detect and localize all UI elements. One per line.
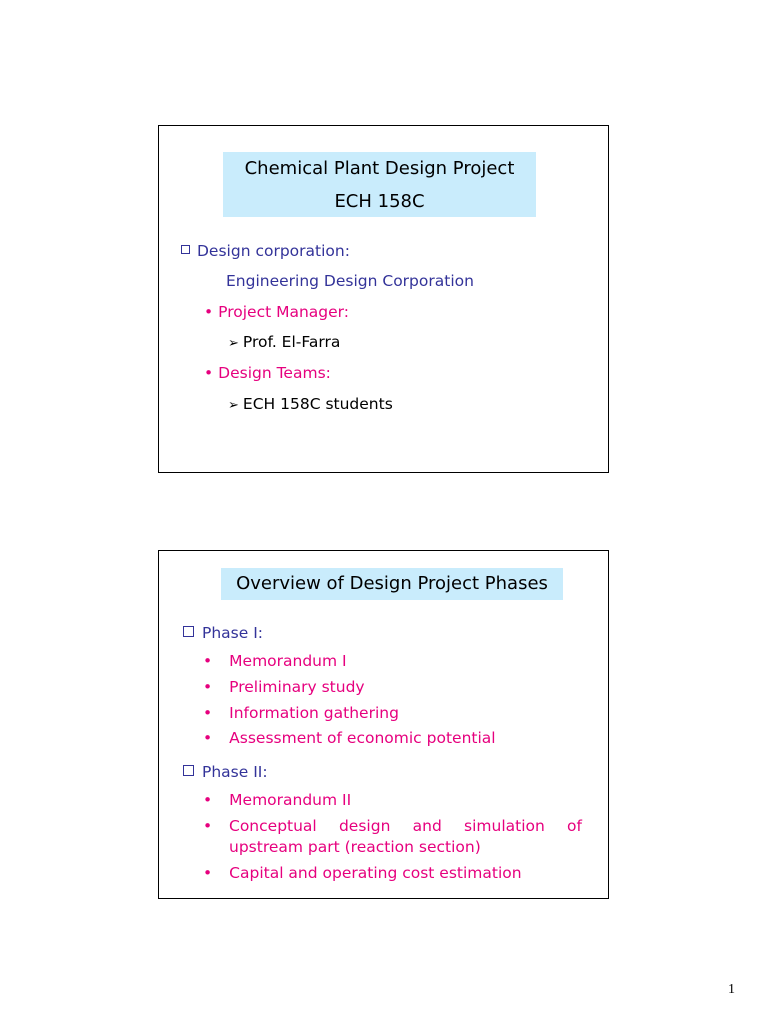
page-number: 1 (728, 982, 735, 997)
bullet-dot-icon: • (203, 791, 213, 809)
corp-label-row (181, 241, 350, 261)
phase-1-item: • Preliminary study (203, 678, 365, 696)
corp-label: Design corporation: (197, 242, 350, 260)
bullet-dot-icon: • (203, 864, 213, 882)
phase-2-item: • Memorandum II (203, 791, 352, 809)
phase-1-item: • Information gathering (203, 704, 399, 722)
pm-label-row (204, 302, 349, 322)
pm-name: Prof. El-Farra (242, 333, 341, 351)
phase-2-item-line-2: upstream part (reaction section) (229, 838, 481, 856)
phase-2-label: Phase II: (202, 763, 268, 781)
teams-name-row (228, 394, 393, 416)
bullet-dot-icon: • (203, 729, 213, 747)
pm-name-row (228, 332, 340, 354)
phase-1-label: Phase I: (202, 624, 264, 642)
corp-name: Engineering Design Corporation (226, 272, 474, 290)
slide-2-title-box (221, 568, 563, 600)
phase-2-item-bullet (203, 816, 217, 836)
square-bullet-icon (181, 245, 190, 254)
arrow-bullet-icon: ➢ (228, 336, 239, 351)
bullet-dot-icon: • (204, 364, 214, 382)
bullet-dot-icon: • (204, 303, 214, 321)
phase-1-item: • Assessment of economic potential (203, 729, 496, 747)
slide-1-title-line-2: ECH 158C (334, 191, 425, 212)
bullet-dot-icon: • (203, 704, 213, 722)
phase-2-item-line-1: Conceptual design and simulation of (229, 817, 582, 835)
teams-label-row (204, 363, 331, 383)
arrow-bullet-icon: ➢ (228, 398, 239, 413)
bullet-dot-icon: • (203, 652, 213, 670)
bullet-dot-icon: • (203, 678, 213, 696)
phase-1-item: • Memorandum I (203, 652, 347, 670)
phase-1-label-row (183, 623, 263, 643)
pm-label: Project Manager: (218, 303, 350, 321)
square-bullet-icon (183, 765, 194, 776)
phase-2-label-row (183, 762, 268, 782)
phase-2-item: • Capital and operating cost estimation (203, 864, 522, 882)
teams-label: Design Teams: (218, 364, 331, 382)
slide-1 (158, 125, 609, 473)
slide-1-title-line-1: Chemical Plant Design Project (244, 158, 515, 179)
teams-name: ECH 158C students (242, 395, 393, 413)
slide-2 (158, 550, 609, 899)
slide-1-title-box (223, 152, 536, 217)
bullet-dot-icon: • (203, 817, 213, 835)
square-bullet-icon (183, 626, 194, 637)
slide-2-title: Overview of Design Project Phases (236, 573, 548, 594)
